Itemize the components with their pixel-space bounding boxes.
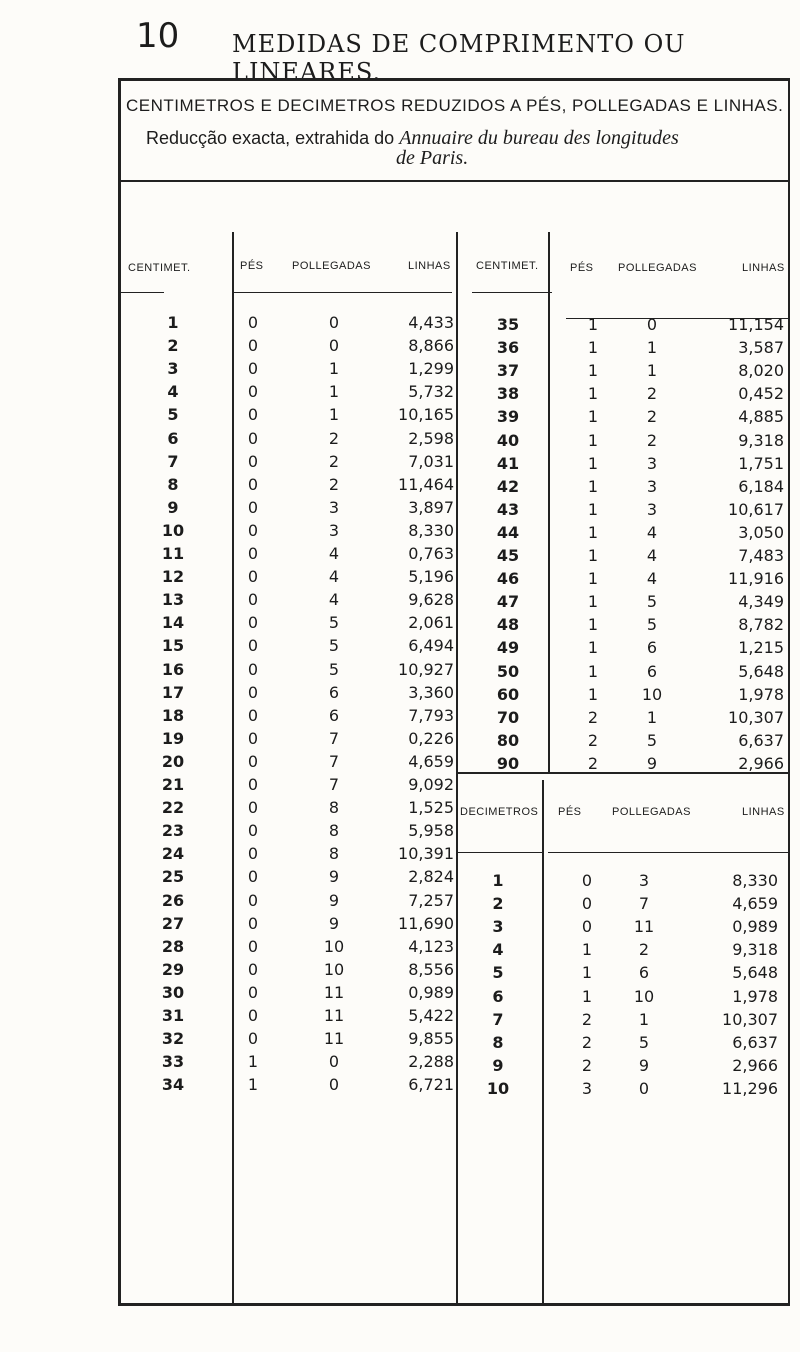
table-right-dm-linhas-cell: 1,978 [732, 986, 778, 1006]
table-left-measure-cell: 30 [161, 982, 185, 1002]
table-left-pes-cell: 0 [247, 336, 259, 356]
table-left-linhas-cell: 6,494 [408, 636, 454, 656]
table-left-measure-cell: 3 [167, 359, 179, 379]
table-right-cm-linhas-cell: 4,885 [738, 407, 784, 427]
table-left-measure-cell: 24 [161, 844, 185, 864]
table-left-pes-cell: 0 [247, 890, 259, 910]
table-right-cm-linhas-cell: 10,617 [728, 499, 784, 519]
table-left-pollegadas-cell: 8 [328, 798, 340, 818]
table-right-cm-linhas-cell: 6,637 [738, 730, 784, 750]
header-linhas-right: LINHAS [742, 262, 785, 274]
table-right-cm-pes-cell: 1 [587, 661, 599, 681]
table-left-pollegadas-cell: 5 [328, 636, 340, 656]
table-right-cm-measure-cell: 43 [496, 499, 520, 519]
left-header-rule-2 [232, 292, 452, 293]
table-left-linhas-cell: 10,391 [398, 844, 454, 864]
table-right-cm-pollegadas-cell: 9 [646, 753, 658, 773]
table-left-pollegadas-cell: 4 [328, 544, 340, 563]
table-left-pollegadas-cell: 0 [328, 1075, 340, 1095]
table-right-dm-pes-cell: 1 [581, 986, 593, 1006]
col-divider-right-lower [542, 780, 544, 1304]
table-right-dm-pes-cell: 2 [581, 1055, 593, 1075]
table-left-pes-cell: 0 [247, 844, 259, 864]
table-right-dm-linhas-cell: 6,637 [732, 1032, 778, 1052]
table-left-measure-cell: 16 [161, 659, 185, 679]
table-left-linhas-cell: 10,927 [398, 659, 454, 679]
left-header-rule [120, 292, 164, 293]
table-left-linhas-cell: 8,556 [408, 959, 454, 979]
table-left-pes-cell: 0 [247, 636, 259, 656]
table-right-cm-measure-cell: 47 [496, 592, 520, 612]
table-left-pollegadas-cell: 2 [328, 474, 340, 494]
table-left-linhas-cell: 4,123 [408, 936, 454, 956]
page-number: 10 [136, 16, 180, 56]
table-right-dm-pollegadas-cell: 10 [633, 986, 655, 1006]
table-right-dm-linhas-cell: 0,989 [732, 917, 778, 937]
table-right-cm-pollegadas-cell: 3 [646, 499, 658, 519]
table-left-pollegadas-cell: 4 [328, 567, 340, 587]
table-right-dm-pollegadas-cell: 1 [638, 1009, 650, 1029]
table-left-pes-cell: 0 [247, 775, 259, 794]
table-left-measure-cell: 23 [161, 821, 185, 841]
table-right-cm-pollegadas-cell: 6 [646, 661, 658, 681]
table-right-cm-measure-cell: 42 [496, 476, 520, 496]
table-left-measure-cell: 10 [161, 520, 185, 540]
table-right-cm-pes-cell: 1 [587, 615, 599, 635]
table-left-pes-cell: 0 [247, 1029, 259, 1049]
table-right-dm-pollegadas-cell: 5 [638, 1032, 650, 1052]
table-right-cm-pes-cell: 1 [587, 384, 599, 404]
table-right-cm-pollegadas-cell: 2 [646, 430, 658, 450]
table-left-measure-cell: 25 [161, 867, 185, 887]
table-left-measure-cell: 11 [161, 544, 185, 563]
table-right-cm-pollegadas-cell: 4 [646, 522, 658, 542]
table-right-cm-pes-cell: 1 [587, 638, 599, 658]
table-right-cm-measure-cell: 45 [496, 546, 520, 565]
table-left-pollegadas-cell: 6 [328, 682, 340, 702]
table-right-cm-pes-cell: 1 [587, 499, 599, 519]
table-left-pollegadas-cell: 9 [328, 913, 340, 933]
table-right-dm-measure-cell: 1 [492, 871, 504, 890]
table-left-pes-cell: 0 [247, 313, 259, 332]
table-right-dm-pollegadas-cell: 9 [638, 1055, 650, 1075]
table-left-pollegadas-cell: 0 [328, 313, 340, 332]
header-pollegadas-left: POLLEGADAS [292, 260, 371, 272]
table-left-pollegadas-cell: 11 [323, 1006, 345, 1025]
table-right-dm-pollegadas-cell: 2 [638, 940, 650, 960]
table-right-cm-linhas-cell: 1,215 [738, 638, 784, 658]
table-right-cm-linhas-cell: 8,020 [738, 361, 784, 381]
table-right-dm-measure-cell: 9 [492, 1055, 504, 1075]
table-right-cm-pollegadas-cell: 3 [646, 476, 658, 496]
table-right-cm-pes-cell: 1 [587, 315, 599, 334]
table-right-cm-pollegadas-cell: 6 [646, 638, 658, 658]
header-linhas-left: LINHAS [408, 260, 451, 272]
table-right-dm-measure-cell: 4 [492, 940, 504, 960]
table-left-pes-cell: 0 [247, 821, 259, 841]
table-left-linhas-cell: 5,422 [408, 1006, 454, 1025]
table-right-cm-linhas-cell: 4,349 [738, 592, 784, 612]
table-left-pollegadas-cell: 0 [328, 336, 340, 356]
table-right-dm-pes-cell: 0 [581, 917, 593, 937]
table-left-pes-cell: 0 [247, 798, 259, 818]
table-left-pollegadas-cell: 11 [323, 1029, 345, 1049]
table-left-linhas-cell: 0,226 [408, 728, 454, 748]
table-left-linhas-cell: 2,061 [408, 613, 454, 633]
table-left-linhas-cell: 5,196 [408, 567, 454, 587]
table-right-cm-pollegadas-cell: 1 [646, 707, 658, 727]
col-divider-left [232, 232, 234, 1304]
table-left-pes-cell: 0 [247, 613, 259, 633]
table-right-dm-linhas-cell: 2,966 [732, 1055, 778, 1075]
table-left-measure-cell: 21 [161, 775, 185, 794]
table-left-pes-cell: 0 [247, 451, 259, 471]
table-left-linhas-cell: 7,793 [408, 705, 454, 725]
table-left-linhas-cell: 11,464 [398, 474, 454, 494]
table-right-cm-measure-cell: 60 [496, 684, 520, 704]
table-left-linhas-cell: 8,866 [408, 336, 454, 356]
table-right-cm-pollegadas-cell: 2 [646, 407, 658, 427]
header-decimetros: DECIMETROS [460, 806, 539, 818]
table-right-dm-linhas-cell: 5,648 [732, 963, 778, 983]
table-right-cm-measure-cell: 35 [496, 315, 520, 334]
table-left-pes-cell: 0 [247, 751, 259, 771]
table-right-dm-pes-cell: 1 [581, 940, 593, 960]
table-left-pes-cell: 0 [247, 913, 259, 933]
table-left-pes-cell: 0 [247, 705, 259, 725]
table-left-measure-cell: 26 [161, 890, 185, 910]
table-left-measure-cell: 1 [167, 313, 179, 332]
table-left-pollegadas-cell: 5 [328, 659, 340, 679]
table-left-pes-cell: 0 [247, 405, 259, 425]
table-right-cm-pollegadas-cell: 1 [646, 338, 658, 358]
table-left-pes-cell: 0 [247, 1006, 259, 1025]
table-left-measure-cell: 7 [167, 451, 179, 471]
table-right-cm-linhas-cell: 3,050 [738, 522, 784, 542]
table-right-dm-pollegadas-cell: 11 [633, 917, 655, 937]
table-left-measure-cell: 17 [161, 682, 185, 702]
table-left-linhas-cell: 3,360 [408, 682, 454, 702]
table-right-cm-measure-cell: 48 [496, 615, 520, 635]
table-left-linhas-cell: 3,897 [408, 497, 454, 517]
table-right-cm-measure-cell: 50 [496, 661, 520, 681]
table-left-pollegadas-cell: 8 [328, 844, 340, 864]
table-right-cm-linhas-cell: 1,751 [738, 453, 784, 473]
table-left-pollegadas-cell: 7 [328, 728, 340, 748]
table-right-dm-measure-cell: 3 [492, 917, 504, 937]
table-left-measure-cell: 15 [161, 636, 185, 656]
table-right-cm-pes-cell: 1 [587, 592, 599, 612]
table-right-dm-measure-cell: 10 [486, 1078, 510, 1098]
table-right-cm-pes-cell: 1 [587, 361, 599, 381]
table-right-cm-linhas-cell: 10,307 [728, 707, 784, 727]
table-right-cm-measure-cell: 38 [496, 384, 520, 404]
table-left-measure-cell: 4 [167, 382, 179, 402]
table-right-cm-pollegadas-cell: 0 [646, 315, 658, 334]
dm-header-rule [458, 852, 542, 853]
table-right-cm-pollegadas-cell: 5 [646, 615, 658, 635]
table-left-pes-cell: 0 [247, 544, 259, 563]
table-left-measure-cell: 34 [161, 1075, 185, 1095]
table-left-measure-cell: 2 [167, 336, 179, 356]
table-left-measure-cell: 28 [161, 936, 185, 956]
table-right-cm-linhas-cell: 5,648 [738, 661, 784, 681]
table-left-linhas-cell: 0,989 [408, 982, 454, 1002]
table-right-dm-linhas-cell: 10,307 [722, 1009, 778, 1029]
table-right-cm-measure-cell: 44 [496, 522, 520, 542]
table-right-dm-linhas-cell: 9,318 [732, 940, 778, 960]
table-right-cm-pollegadas-cell: 3 [646, 453, 658, 473]
table-left-linhas-cell: 7,031 [408, 451, 454, 471]
table-right-cm-linhas-cell: 11,916 [728, 569, 784, 589]
table-left-measure-cell: 19 [161, 728, 185, 748]
table-left-pollegadas-cell: 9 [328, 867, 340, 887]
table-left-pes-cell: 1 [247, 1052, 259, 1072]
table-right-dm-pollegadas-cell: 6 [638, 963, 650, 983]
table-left-measure-cell: 13 [161, 590, 185, 610]
table-left-pes-cell: 0 [247, 520, 259, 540]
table-left-measure-cell: 8 [167, 474, 179, 494]
table-left-pes-cell: 0 [247, 567, 259, 587]
table-left-pollegadas-cell: 1 [328, 405, 340, 425]
table-title: CENTIMETROS E DECIMETROS REDUZIDOS A PÉS, POLLEGADAS E LINHAS. [126, 96, 784, 115]
table-right-cm-pollegadas-cell: 5 [646, 730, 658, 750]
table-right-cm-linhas-cell: 3,587 [738, 338, 784, 358]
table-left-pollegadas-cell: 3 [328, 497, 340, 517]
table-right-cm-measure-cell: 46 [496, 569, 520, 589]
table-left-linhas-cell: 1,525 [408, 798, 454, 818]
table-right-dm-pes-cell: 2 [581, 1032, 593, 1052]
table-left-linhas-cell: 1,299 [408, 359, 454, 379]
table-left-measure-cell: 27 [161, 913, 185, 933]
table-right-dm-linhas-cell: 8,330 [732, 871, 778, 890]
table-left-linhas-cell: 4,433 [408, 313, 454, 332]
table-right-cm-measure-cell: 49 [496, 638, 520, 658]
table-right-cm-linhas-cell: 11,154 [728, 315, 784, 334]
table-right-cm-pes-cell: 1 [587, 407, 599, 427]
table-left-linhas-cell: 11,690 [398, 913, 454, 933]
table-right-cm-linhas-cell: 6,184 [738, 476, 784, 496]
table-left-pollegadas-cell: 1 [328, 382, 340, 402]
table-left-pollegadas-cell: 4 [328, 590, 340, 610]
table-left-linhas-cell: 0,763 [408, 544, 454, 563]
table-left-measure-cell: 12 [161, 567, 185, 587]
table-left-linhas-cell: 2,598 [408, 428, 454, 448]
table-right-cm-measure-cell: 70 [496, 707, 520, 727]
table-left-measure-cell: 22 [161, 798, 185, 818]
table-left-measure-cell: 20 [161, 751, 185, 771]
table-left-measure-cell: 18 [161, 705, 185, 725]
table-left-linhas-cell: 9,092 [408, 775, 454, 794]
table-right-cm-linhas-cell: 2,966 [738, 753, 784, 773]
header-pollegadas-dm: POLLEGADAS [612, 806, 691, 818]
table-left-linhas-cell: 7,257 [408, 890, 454, 910]
table-left-pes-cell: 0 [247, 474, 259, 494]
table-right-dm-measure-cell: 7 [492, 1009, 504, 1029]
table-left-measure-cell: 31 [161, 1006, 185, 1025]
table-left-linhas-cell: 5,958 [408, 821, 454, 841]
subtitle-source: Annuaire du bureau des longitudes [399, 127, 679, 149]
table-right-cm-measure-cell: 40 [496, 430, 520, 450]
table-left-pollegadas-cell: 10 [323, 959, 345, 979]
table-right-cm-linhas-cell: 9,318 [738, 430, 784, 450]
table-left-pes-cell: 0 [247, 497, 259, 517]
running-head: MEDIDAS DE COMPRIMENTO OU LINEARES. [232, 30, 686, 86]
table-right-dm-pollegadas-cell: 0 [638, 1078, 650, 1098]
subtitle-line2: de Paris. [396, 147, 469, 169]
dm-header-rule-2 [548, 852, 788, 853]
right-header-rule [472, 292, 552, 293]
table-right-dm-measure-cell: 6 [492, 986, 504, 1006]
table-left-linhas-cell: 9,855 [408, 1029, 454, 1049]
table-left-linhas-cell: 10,165 [398, 405, 454, 425]
table-left-measure-cell: 5 [167, 405, 179, 425]
subtitle-prefix: Reducção exacta, extrahida do [146, 128, 395, 148]
table-right-cm-pes-cell: 2 [587, 707, 599, 727]
header-pes-right: PÉS [570, 262, 594, 274]
table-left-measure-cell: 32 [161, 1029, 185, 1049]
table-left-linhas-cell: 2,824 [408, 867, 454, 887]
table-right-cm-pes-cell: 1 [587, 569, 599, 589]
table-left-linhas-cell: 9,628 [408, 590, 454, 610]
header-pes-left: PÉS [240, 260, 264, 272]
table-right-cm-linhas-cell: 8,782 [738, 615, 784, 635]
table-right-dm-measure-cell: 5 [492, 963, 504, 983]
table-right-dm-measure-cell: 8 [492, 1032, 504, 1052]
table-right-cm-pes-cell: 1 [587, 453, 599, 473]
table-left-pollegadas-cell: 1 [328, 359, 340, 379]
table-right-dm-pes-cell: 3 [581, 1078, 593, 1098]
table-left-measure-cell: 9 [167, 497, 179, 517]
col-divider-right-upper [548, 232, 550, 772]
table-left-pollegadas-cell: 3 [328, 520, 340, 540]
table-left-pollegadas-cell: 2 [328, 428, 340, 448]
header-centimet-left: CENTIMET. [128, 262, 191, 274]
table-right-cm-pes-cell: 1 [587, 522, 599, 542]
table-right-dm-pollegadas-cell: 3 [638, 871, 650, 890]
table-right-cm-measure-cell: 90 [496, 753, 520, 773]
table-right-cm-measure-cell: 36 [496, 338, 520, 358]
table-left-pollegadas-cell: 5 [328, 613, 340, 633]
table-left-linhas-cell: 6,721 [408, 1075, 454, 1095]
table-right-dm-pes-cell: 1 [581, 963, 593, 983]
table-right-cm-measure-cell: 41 [496, 453, 520, 473]
table-left-linhas-cell: 4,659 [408, 751, 454, 771]
table-left-pes-cell: 0 [247, 590, 259, 610]
table-right-cm-pollegadas-cell: 4 [646, 569, 658, 589]
table-left-pes-cell: 0 [247, 659, 259, 679]
table-right-cm-linhas-cell: 0,452 [738, 384, 784, 404]
table-left-pes-cell: 0 [247, 982, 259, 1002]
table-right-dm-linhas-cell: 4,659 [732, 894, 778, 914]
table-right-dm-linhas-cell: 11,296 [722, 1078, 778, 1098]
table-left-pollegadas-cell: 0 [328, 1052, 340, 1072]
table-left-measure-cell: 29 [161, 959, 185, 979]
table-right-dm-pes-cell: 0 [581, 894, 593, 914]
table-right-cm-pollegadas-cell: 5 [646, 592, 658, 612]
table-right-cm-pes-cell: 1 [587, 684, 599, 704]
table-right-dm-pes-cell: 2 [581, 1009, 593, 1029]
header-linhas-dm: LINHAS [742, 806, 785, 818]
table-right-cm-pes-cell: 1 [587, 546, 599, 565]
table-left-pollegadas-cell: 2 [328, 451, 340, 471]
table-right-dm-measure-cell: 2 [492, 894, 504, 914]
table-left-pes-cell: 0 [247, 959, 259, 979]
table-right-dm-pes-cell: 0 [581, 871, 593, 890]
table-left-pes-cell: 0 [247, 728, 259, 748]
table-right-cm-pes-cell: 2 [587, 730, 599, 750]
table-right-cm-pes-cell: 1 [587, 476, 599, 496]
table-right-cm-measure-cell: 39 [496, 407, 520, 427]
table-left-pollegadas-cell: 9 [328, 890, 340, 910]
col-divider-middle [456, 232, 458, 1304]
table-left-pes-cell: 0 [247, 936, 259, 956]
table-left-pollegadas-cell: 11 [323, 982, 345, 1002]
header-centimet-right: CENTIMET. [476, 260, 539, 272]
table-left-pollegadas-cell: 8 [328, 821, 340, 841]
table-right-cm-pes-cell: 1 [587, 430, 599, 450]
table-right-cm-pollegadas-cell: 1 [646, 361, 658, 381]
table-left-pes-cell: 1 [247, 1075, 259, 1095]
table-right-cm-measure-cell: 80 [496, 730, 520, 750]
table-left-pollegadas-cell: 7 [328, 775, 340, 794]
caption-divider [120, 180, 788, 182]
header-pollegadas-right: POLLEGADAS [618, 262, 697, 274]
table-left-pes-cell: 0 [247, 682, 259, 702]
table-right-cm-linhas-cell: 1,978 [738, 684, 784, 704]
table-left-linhas-cell: 8,330 [408, 520, 454, 540]
table-right-cm-measure-cell: 37 [496, 361, 520, 381]
table-left-linhas-cell: 5,732 [408, 382, 454, 402]
table-left-pes-cell: 0 [247, 428, 259, 448]
table-left-pollegadas-cell: 6 [328, 705, 340, 725]
header-pes-dm: PÉS [558, 806, 582, 818]
table-left-pes-cell: 0 [247, 359, 259, 379]
table-left-pes-cell: 0 [247, 382, 259, 402]
table-left-measure-cell: 6 [167, 428, 179, 448]
table-left-pes-cell: 0 [247, 867, 259, 887]
table-right-cm-linhas-cell: 7,483 [738, 546, 784, 565]
table-right-cm-pes-cell: 1 [587, 338, 599, 358]
table-right-cm-pollegadas-cell: 10 [641, 684, 663, 704]
table-left-measure-cell: 14 [161, 613, 185, 633]
table-right-cm-pollegadas-cell: 4 [646, 546, 658, 565]
table-right-dm-pollegadas-cell: 7 [638, 894, 650, 914]
table-left-measure-cell: 33 [161, 1052, 185, 1072]
table-left-linhas-cell: 2,288 [408, 1052, 454, 1072]
table-right-cm-pollegadas-cell: 2 [646, 384, 658, 404]
table-left-pollegadas-cell: 7 [328, 751, 340, 771]
table-right-cm-pes-cell: 2 [587, 753, 599, 773]
table-subtitle [146, 128, 766, 168]
table-left-pollegadas-cell: 10 [323, 936, 345, 956]
